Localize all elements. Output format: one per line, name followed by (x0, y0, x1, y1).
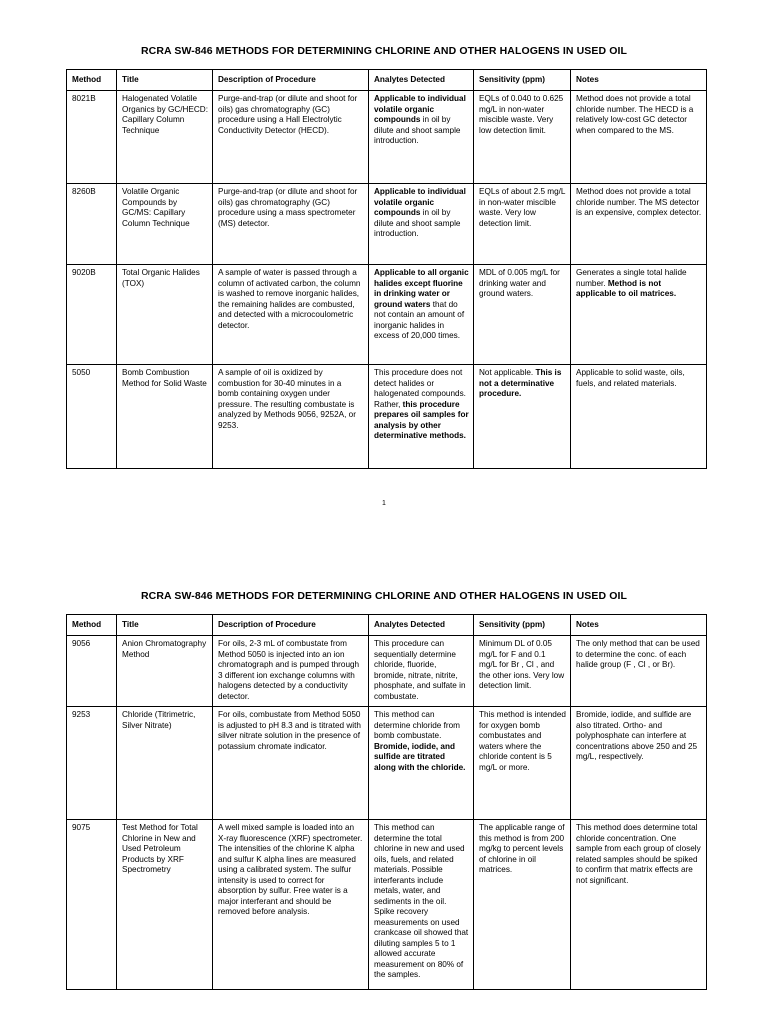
table-row (67, 636, 707, 707)
header-sensitivity: Sensitivity (ppm) (474, 615, 571, 636)
cell-sensitivity: This method is intended for oxygen bomb combustates and waters where the chloride content is 5 mg/L or more. (474, 707, 571, 820)
header-sensitivity: Sensitivity (ppm) (474, 70, 571, 91)
header-method: Method (67, 70, 117, 91)
cell-title: Anion Chromatography Method (117, 636, 213, 707)
analytes-text: This method can determine chloride from bomb combustate. (374, 710, 461, 740)
header-title: Title (117, 70, 213, 91)
methods-table-2 (66, 614, 707, 990)
cell-notes (571, 265, 707, 365)
cell-analytes (369, 707, 474, 820)
analytes-bold-text: this procedure prepares oil samples for analysis by other determinative methods. (374, 399, 469, 440)
table-row (67, 91, 707, 184)
cell-method: 9253 (67, 707, 117, 820)
cell-notes: The only method that can be used to determine the conc. of each halide group (F , Cl , or Br). (571, 636, 707, 707)
analytes-bold-text: Applicable to individual volatile organic compounds (374, 94, 466, 124)
page-title: RCRA SW-846 METHODS FOR DETERMINING CHLORINE AND OTHER HALOGENS IN USED OIL (140, 590, 628, 602)
table-row (67, 820, 707, 990)
cell-description: A sample of water is passed through a column of activated carbon, the column is washed to remove inorganic halides, the remaining halides are combusted, and detected with a microcoulometric detector. (213, 265, 369, 365)
cell-description: A sample of oil is oxidized by combustion for 30-40 minutes in a bomb containing oxygen under pressure. The resulting combustate is analyzed by Methods 9056, 9252A, or 9253. (213, 365, 369, 469)
table-row (67, 365, 707, 469)
cell-method: 9056 (67, 636, 117, 707)
header-analytes: Analytes Detected (369, 615, 474, 636)
cell-method: 8021B (67, 91, 117, 184)
sensitivity-text: Not applicable. (479, 368, 536, 377)
analytes-text: in oil by dilute and shoot sample introduction. (374, 208, 461, 238)
header-title: Title (117, 615, 213, 636)
table-row (67, 707, 707, 820)
header-method: Method (67, 615, 117, 636)
header-description: Description of Procedure (213, 615, 369, 636)
cell-description: For oils, combustate from Method 5050 is adjusted to pH 8.3 and is titrated with silver nitrate solution in the presence of potassium chromate indicator. (213, 707, 369, 820)
cell-method: 9020B (67, 265, 117, 365)
table-row (67, 184, 707, 265)
analytes-bold-text: Bromide, iodide, and sulfide are titrated along with the chloride. (374, 741, 466, 772)
cell-analytes (369, 91, 474, 184)
cell-notes: Bromide, iodide, and sulfide are also titrated. Ortho- and polyphosphate can interfere at concentrations above 250 and 25 mg/L, respectively. (571, 707, 707, 820)
table-row (67, 265, 707, 365)
table-header-row (67, 615, 707, 636)
header-notes: Notes (571, 615, 707, 636)
cell-title: Bomb Combustion Method for Solid Waste (117, 365, 213, 469)
table-header-row (67, 70, 707, 91)
cell-analytes (369, 365, 474, 469)
cell-title: Halogenated Volatile Organics by GC/HECD: Capillary Column Technique (117, 91, 213, 184)
cell-analytes (369, 184, 474, 265)
analytes-text: that do not contain an amount of inorganic halides in excess of 20,000 times. (374, 299, 465, 340)
cell-notes: Method does not provide a total chloride number. The HECD is a relatively low-cost GC detector when compared to the MS. (571, 91, 707, 184)
cell-sensitivity: The applicable range of this method is from 200 mg/kg to percent levels of chlorine in oil matrices. (474, 820, 571, 990)
cell-title: Chloride (Titrimetric, Silver Nitrate) (117, 707, 213, 820)
page-title: RCRA SW-846 METHODS FOR DETERMINING CHLORINE AND OTHER HALOGENS IN USED OIL (140, 45, 628, 57)
analytes-text: in oil by dilute and shoot sample introduction. (374, 115, 461, 145)
cell-analytes (369, 265, 474, 365)
notes-bold-text: Method is not applicable to oil matrices. (576, 278, 677, 298)
header-analytes: Analytes Detected (369, 70, 474, 91)
cell-method: 8260B (67, 184, 117, 265)
cell-sensitivity (474, 365, 571, 469)
cell-title: Test Method for Total Chlorine in New and Used Petroleum Products by XRF Spectrometry (117, 820, 213, 990)
cell-method: 9075 (67, 820, 117, 990)
cell-sensitivity: MDL of 0.005 mg/L for drinking water and ground waters. (474, 265, 571, 365)
methods-table-1 (66, 69, 707, 469)
cell-sensitivity: EQLs of 0.040 to 0.625 mg/L in non-water miscible waste. Very low detection limit. (474, 91, 571, 184)
cell-description: Purge-and-trap (or dilute and shoot for oils) gas chromatography (GC) procedure using a mass spectrometer (MS) detector. (213, 184, 369, 265)
cell-description: A well mixed sample is loaded into an X-ray fluorescence (XRF) spectrometer. The intensities of the chlorine K alpha and sulfur K alpha lines are measured using a calibrated system. The sulfur intensity is used to correct for absorption by sulfur. Free water is a major interferant and should be removed before analysis. (213, 820, 369, 990)
cell-method: 5050 (67, 365, 117, 469)
analytes-text: This procedure does not detect halides or halogenated compounds. Rather, (374, 368, 466, 409)
analytes-bold-text: Applicable to individual volatile organic compounds (374, 187, 466, 217)
cell-analytes: This method can determine the total chlorine in new and used oils, fuels, and related materials. Possible interferants include metals, water, and sediments in the oil. Spike recovery measurements on used crankcase oil showed that diluting samples 5 to 1 allowed accurate measurement on 80% of the samples. (369, 820, 474, 990)
cell-notes: Applicable to solid waste, oils, fuels, and related materials. (571, 365, 707, 469)
cell-title: Total Organic Halides (TOX) (117, 265, 213, 365)
analytes-bold-text: Applicable to all organic halides except fluorine in drinking water or ground waters (374, 268, 469, 309)
cell-description: Purge-and-trap (or dilute and shoot for oils) gas chromatography (GC) procedure using a Hall Electrolytic Conductivity Detector (HECD). (213, 91, 369, 184)
notes-text: Generates a single total halide number. (576, 268, 687, 288)
cell-title: Volatile Organic Compounds by GC/MS: Capillary Column Technique (117, 184, 213, 265)
header-description: Description of Procedure (213, 70, 369, 91)
cell-notes: Method does not provide a total chloride number. The MS detector is an expensive, complex detector. (571, 184, 707, 265)
cell-analytes: This procedure can sequentially determine chloride, fluoride, bromide, nitrate, nitrite, phosphate, and sulfate in combustate. (369, 636, 474, 707)
sensitivity-bold-text: This is not a determinative procedure. (479, 368, 562, 398)
header-notes: Notes (571, 70, 707, 91)
cell-notes: This method does determine total chloride concentration. One sample from each group of closely related samples should be spiked to confirm that matrix effects are not significant. (571, 820, 707, 990)
cell-sensitivity: EQLs of about 2.5 mg/L in non-water miscible waste. Very low detection limit. (474, 184, 571, 265)
page-number: 1 (382, 500, 386, 507)
cell-description: For oils, 2-3 mL of combustate from Method 5050 is injected into an ion chromatograph and is pumped through 3 different ion exchange columns with halogens detected by a conductivity detector. (213, 636, 369, 707)
cell-sensitivity: Minimum DL of 0.05 mg/L for F and 0.1 mg/L for Br , Cl , and the other ions. Very low detection limit. (474, 636, 571, 707)
